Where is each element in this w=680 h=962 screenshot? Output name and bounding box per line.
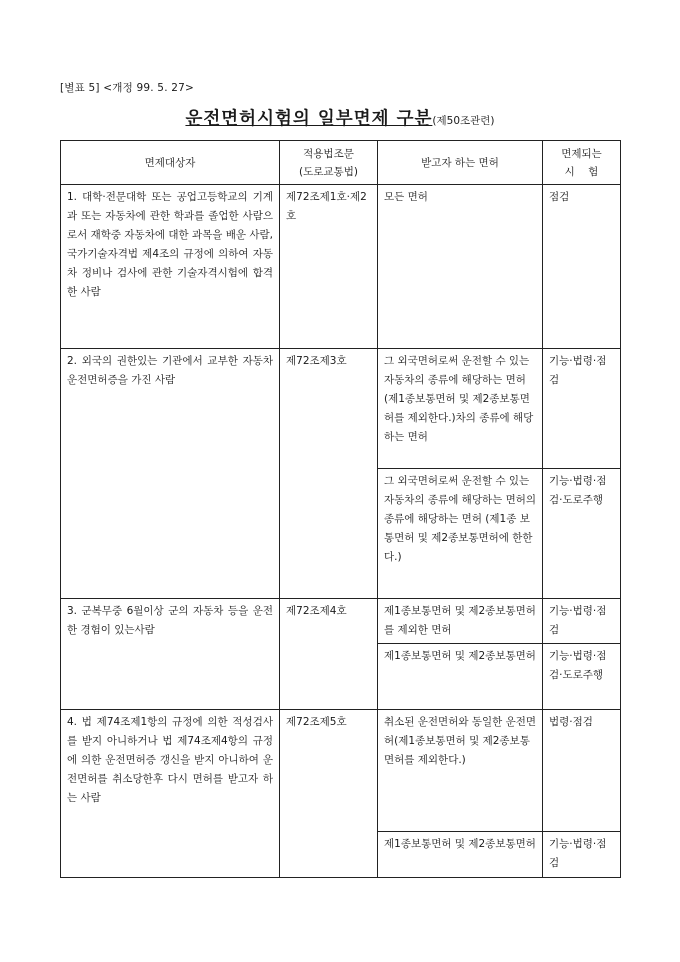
row1-license: 모든 면허 — [378, 185, 543, 349]
header-exempt — [543, 141, 621, 185]
header-law-line2: (도로교통법) — [299, 165, 358, 178]
row1-law: 제72조제1호·제2호 — [280, 185, 378, 349]
row3-license-b: 제1종보통면허 및 제2종보통면허 — [378, 644, 543, 710]
row4-license-b: 제1종보통면허 및 제2종보통면허 — [378, 832, 543, 878]
document-title — [60, 105, 620, 130]
table-row — [61, 185, 621, 349]
row2-license-a: 그 외국면허로써 운전할 수 있는 자동차의 종류에 해당하는 면허(제1종보통면허 및 제2종보통면허를 제외한다.)차의 종류에 해당하는 면허 — [378, 349, 543, 469]
row3-exempt-b: 기능·법령·점검·도로주행 — [543, 644, 621, 710]
row4-law: 제72조제5호 — [280, 710, 378, 878]
row2-law: 제72조제3호 — [280, 349, 378, 599]
header-license: 받고자 하는 면허 — [378, 141, 543, 185]
row4-target: 4. 법 제74조제1항의 규정에 의한 적성검사를 받지 아니하거나 법 제74조제4항의 규정에 의한 운전면허증 갱신을 받지 아니하여 운전면허를 취소당한후 다시 면허를 받고자 하는 사람 — [61, 710, 280, 878]
row2-exempt-b: 기능·법령·점검·도로주행 — [543, 469, 621, 599]
table-row — [61, 599, 621, 644]
row3-license-a: 제1종보통면허 및 제2종보통면허를 제외한 면허 — [378, 599, 543, 644]
table-header-row — [61, 141, 621, 185]
appendix-header — [60, 80, 194, 95]
title-main: 운전면허시험의 일부면제 구분 — [185, 109, 433, 129]
row1-exempt: 점검 — [543, 185, 621, 349]
header-law — [280, 141, 378, 185]
row4-license-a: 취소된 운전면허와 동일한 운전면허(제1종보통면허 및 제2종보통면허를 제외한다.) — [378, 710, 543, 832]
header-exempt-line1: 면제되는 — [561, 147, 602, 160]
row4-exempt-a: 법령·점검 — [543, 710, 621, 832]
header-target: 면제대상자 — [61, 141, 280, 185]
row2-license-b: 그 외국면허로써 운전할 수 있는 자동차의 종류에 해당하는 면허의 종류에 해당하는 면허 (제1종 보통면허 및 제2종보통면허에 한한다.) — [378, 469, 543, 599]
row3-target: 3. 군복무중 6월이상 군의 자동차 등을 운전한 경험이 있는사람 — [61, 599, 280, 710]
row2-target: 2. 외국의 권한있는 기관에서 교부한 자동차운전면허증을 가진 사람 — [61, 349, 280, 599]
revision-date: <개정 99. 5. 27> — [103, 82, 195, 94]
row4-exempt-b: 기능·법령·점검 — [543, 832, 621, 878]
row2-exempt-a: 기능·법령·점검 — [543, 349, 621, 469]
header-law-line1: 적용법조문 — [303, 147, 354, 160]
header-exempt-line2: 시 험 — [564, 165, 599, 178]
row1-target: 1. 대학·전문대학 또는 공업고등학교의 기계과 또는 자동차에 관한 학과를 졸업한 사람으로서 재학중 자동차에 대한 과목을 배운 사람, 국가기술자격법 제4조의 규정에 의하여 자동차 정비나 검사에 관한 기술자격시험에 합격한 사람 — [61, 185, 280, 349]
title-sub: (제50조관련) — [432, 115, 495, 127]
row3-exempt-a: 기능·법령·점검 — [543, 599, 621, 644]
row3-law: 제72조제4호 — [280, 599, 378, 710]
exemption-table — [60, 140, 621, 878]
table-row — [61, 710, 621, 832]
table-row — [61, 349, 621, 469]
appendix-label: [별표 5] — [60, 82, 100, 94]
